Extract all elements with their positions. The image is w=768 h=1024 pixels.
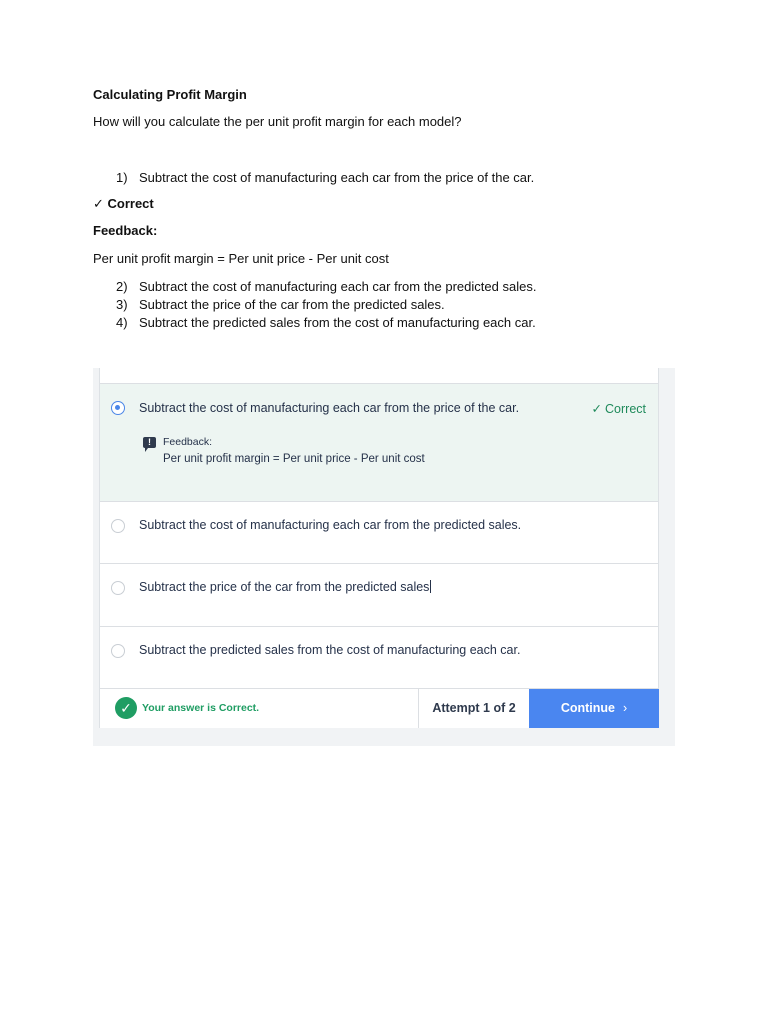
option-item <box>116 169 534 187</box>
feedback-label: Feedback: <box>163 436 213 448</box>
option-text: Subtract the cost of manufacturing each car from the predicted sales. <box>139 279 537 294</box>
choice-text: Subtract the cost of manufacturing each car from the predicted sales. <box>139 518 522 532</box>
choice-text <box>139 580 431 594</box>
option-number: 2) <box>116 279 128 294</box>
option-text: Subtract the price of the car from the predicted sales. <box>139 297 445 312</box>
quiz-choice-2[interactable] <box>100 502 658 564</box>
radio-selected-icon[interactable] <box>111 401 125 415</box>
correct-tag-label: Correct <box>605 402 646 416</box>
continue-label: Continue <box>560 701 615 715</box>
choice-text-value: Subtract the price of the car from the predicted sales <box>139 580 430 594</box>
option-item <box>116 296 445 314</box>
choice-text: Subtract the cost of manufacturing each car from the price of the car. <box>139 401 520 415</box>
option-item <box>116 278 536 296</box>
text-cursor <box>430 580 431 593</box>
attempt-counter: Attempt 1 of 2 <box>418 689 529 728</box>
feedback-label: Feedback: <box>93 223 158 238</box>
option-text: Subtract the cost of manufacturing each car from the price of the car. <box>139 170 535 185</box>
option-number: 1) <box>116 170 128 185</box>
radio-icon[interactable] <box>111 581 125 595</box>
radio-icon[interactable] <box>111 644 125 658</box>
chevron-right-icon: › <box>623 701 628 715</box>
feedback-text: Per unit profit margin = Per unit price - Per unit cost <box>93 251 389 266</box>
question-text: How will you calculate the per unit profit margin for each model? <box>93 114 462 129</box>
continue-button[interactable] <box>529 689 659 728</box>
result-message: Your answer is Correct. <box>142 702 260 714</box>
quiz-choice-4[interactable] <box>100 627 658 689</box>
quiz-card <box>99 368 659 728</box>
option-text: Subtract the predicted sales from the cost of manufacturing each car. <box>139 315 536 330</box>
choice-text: Subtract the predicted sales from the cost of manufacturing each car. <box>139 643 521 657</box>
correct-tag <box>592 401 646 416</box>
option-item <box>116 314 536 332</box>
correct-indicator: ✓ Correct <box>93 196 154 211</box>
feedback-icon: ! <box>143 437 156 448</box>
feedback-text: Per unit profit margin = Per unit price - Per unit cost <box>163 453 425 465</box>
quiz-choice-1[interactable] <box>100 383 658 502</box>
check-icon: ✓ <box>591 402 603 416</box>
quiz-footer <box>100 689 658 728</box>
success-check-icon: ✓ <box>115 697 137 719</box>
radio-icon[interactable] <box>111 519 125 533</box>
document-title: Calculating Profit Margin <box>93 87 247 102</box>
option-number: 4) <box>116 315 128 330</box>
quiz-choice-3[interactable] <box>100 564 658 627</box>
option-number: 3) <box>116 297 128 312</box>
